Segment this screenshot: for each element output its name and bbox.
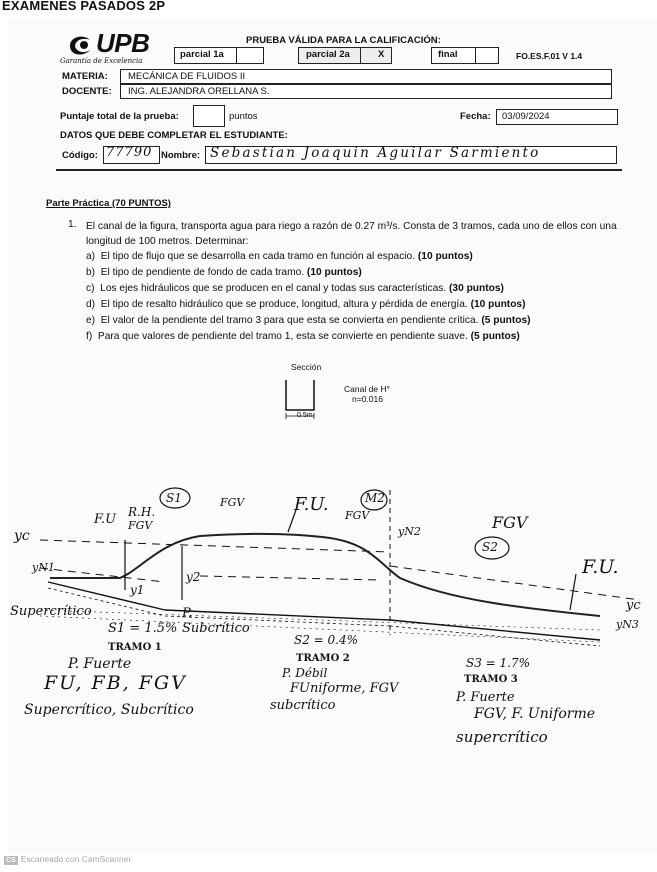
docente-label: DOCENTE:: [62, 86, 112, 97]
tramo1-profiles: FU, FB, FGV: [44, 672, 187, 694]
final-check: [475, 47, 499, 64]
tramo1-flow-regime: Supercrítico: [10, 604, 92, 619]
tramo2-name: TRAMO 2: [296, 653, 350, 664]
item-d: d) El tipo de resalto hidráulico que se produce, longitud, altura y pérdida de energía. (10 puntos): [86, 299, 526, 310]
docente-value: ING. ALEJANDRA ORELLANA S.: [128, 86, 270, 97]
tramo3-slope: S3 = 1.7%: [466, 656, 531, 670]
label-yc-right: yc: [626, 598, 641, 613]
final-label: final: [438, 49, 458, 60]
label-fgv-small: FGV: [128, 519, 153, 532]
form-code: FO.ES.F.01 V 1.4: [516, 51, 583, 61]
tramo1-name: TRAMO 1: [108, 642, 162, 653]
puntaje-box: [193, 105, 225, 127]
nombre-value: Sebastian Joaquin Aguilar Sarmiento: [210, 145, 541, 161]
label-fu-right: F.U.: [582, 556, 619, 578]
label-fu-top: F.U.: [294, 494, 329, 515]
problem-number: 1.: [68, 219, 77, 230]
page-heading: EXAMENES PASADOS 2P: [2, 0, 166, 13]
label-fu-left: F.U: [94, 512, 117, 527]
student-section-title: DATOS QUE DEBE COMPLETAR EL ESTUDIANTE:: [60, 130, 288, 141]
partial-2-check: [360, 47, 392, 64]
label-y2: y2: [186, 570, 201, 584]
upb-emblem-icon: [66, 32, 96, 58]
section-title: Parte Práctica (70 PUNTOS): [46, 198, 171, 209]
tramo2-profiles: FUniforme, FGV: [290, 681, 399, 696]
fecha-label: Fecha:: [460, 111, 491, 122]
problem-statement: El canal de la figura, transporta agua para riego a razón de 0.27 m³/s. Consta de 3 tramos, cada uno de ellos con una longitud de 100 metros. Determinar:: [86, 221, 617, 247]
label-yc-left: yc: [14, 528, 30, 544]
codigo-label: Código:: [62, 150, 98, 161]
materia-value: MECÁNICA DE FLUIDOS II: [128, 71, 246, 82]
label-y1: y1: [130, 583, 145, 597]
exam-sheet: [8, 18, 657, 853]
label-s1: S1: [166, 491, 182, 505]
label-yn2: yN2: [398, 525, 421, 538]
partial-1-label: parcial 1a: [180, 49, 224, 60]
upb-logo: [60, 28, 158, 65]
tramo3-name: TRAMO 3: [464, 674, 518, 685]
label-fgv-right: FGV: [492, 513, 528, 532]
label-s2: S2: [482, 540, 498, 554]
label-yn1: yN1: [32, 561, 55, 574]
header-rule: [56, 169, 622, 171]
label-yn3: yN3: [616, 618, 639, 631]
problem-items: [86, 249, 531, 345]
item-a: a) El tipo de flujo que se desarrolla en cada tramo en función al espacio. (10 puntos): [86, 251, 473, 262]
section-width: 0.5m: [297, 412, 313, 419]
tramo3-profiles: FGV, F. Uniforme: [474, 706, 596, 722]
item-f: f) Para que valores de pendiente del tramo 1, esta se convierte en pendiente suave. (5 puntos): [86, 331, 520, 342]
tramo1-regimes: Supercrítico, Subcrítico: [24, 702, 194, 718]
codigo-value: 77790: [106, 145, 153, 160]
validity-title: PRUEBA VÁLIDA PARA LA CALIFICACIÓN:: [246, 35, 441, 46]
label-fgv-top: FGV: [220, 496, 245, 509]
tramo2-slope-type: P. Débil: [282, 666, 328, 680]
tramo1-sub: P. Subcrítico: [182, 606, 250, 636]
scanner-text: Escaneado con CamScanner: [20, 854, 132, 864]
scanner-footer: [4, 854, 131, 865]
tramo2-slope: S2 = 0.4%: [294, 633, 359, 647]
tramo1-slope: S1 = 1.5%: [108, 621, 178, 636]
item-c: c) Los ejes hidráulicos que se producen en el canal y todas sus características. (30 puntos): [86, 283, 504, 294]
puntaje-unit: puntos: [229, 111, 258, 122]
section-material: Canal de H°: [344, 384, 390, 394]
label-rh: R.H.: [128, 505, 156, 519]
logo-tagline: Garantía de Excelencia: [60, 57, 143, 65]
camscanner-icon: CS: [6, 857, 16, 864]
tramo2-regime: subcrítico: [270, 698, 336, 713]
item-b: b) El tipo de pendiente de fondo de cada tramo. (10 puntos): [86, 267, 362, 278]
partial-1-check: [236, 47, 264, 64]
label-m2: M2: [365, 491, 385, 505]
logo-brand: UPB: [96, 28, 150, 58]
partial-2-mark: X: [378, 49, 385, 60]
nombre-label: Nombre:: [161, 150, 201, 161]
section-figure-title: Sección: [291, 362, 322, 372]
materia-label: MATERIA:: [62, 71, 108, 82]
tramo3-slope-type: P. Fuerte: [456, 690, 515, 705]
fecha-value: 03/09/2024: [502, 111, 550, 122]
item-e: e) El valor de la pendiente del tramo 3 para que esta se convierta en pendiente crítica. (5 puntos): [86, 315, 531, 326]
section-manning: n=0.016: [352, 394, 383, 404]
tramo3-regime: supercrítico: [456, 728, 548, 746]
puntaje-label: Puntaje total de la prueba:: [60, 111, 179, 122]
label-fgv-mid: FGV: [345, 509, 370, 522]
partial-2-label: parcial 2a: [306, 49, 350, 60]
tramo1-slope-type: P. Fuerte: [68, 656, 132, 672]
